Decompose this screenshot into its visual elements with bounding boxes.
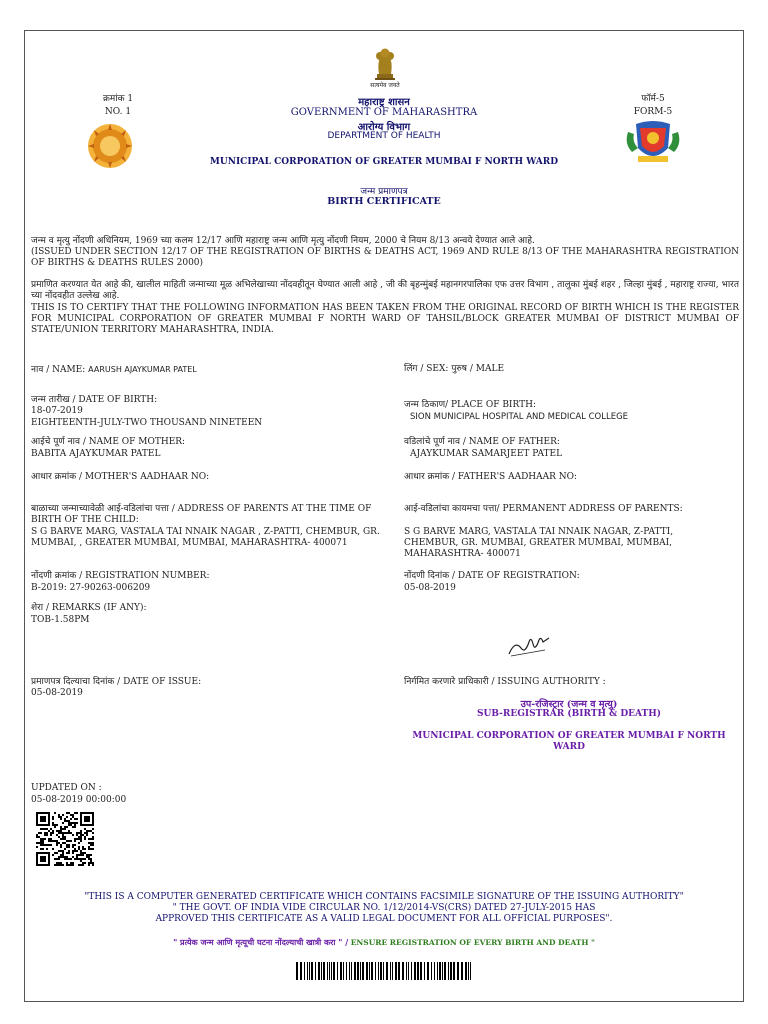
act-marathi: जन्म व मृत्यु नोंदणी अधिनियम, 1969 च्या कलम 12/17 आणि महाराष्ट्र जन्म आणि मृत्यु नोंदणी नियम, 2000 चे नियम 8/13 अन्वये देण्यात आले आहे. (31, 236, 535, 246)
footer-line-1: "THIS IS A COMPUTER GENERATED CERTIFICATE WHICH CONTAINS FACSIMILE SIGNATURE OF THE ISSUING AUTHORITY" (84, 892, 684, 902)
updated-label: UPDATED ON : (31, 783, 102, 793)
dob-words: EIGHTEENTH-JULY-TWO THOUSAND NINETEEN (31, 418, 263, 428)
sub-registrar-english: SUB-REGISTRAR (BIRTH & DEATH) (477, 709, 661, 719)
certify-marathi: प्रमाणित करण्यात येत आहे की, खालील माहिती जन्माच्या मूळ अभिलेखाच्या नोंदवहीतून घेण्यात आली आहे , जी की बृहन्मुंबई महानगरपालिका एफ उत्तर विभाग , तालुका मुंबई शहर , जिल्हा मुंबई , महाराष्ट्र राज्या, भारत च्या नोंदवहीत उल्लेख आहे. (31, 280, 739, 301)
address-birth-label: बाळाच्या जन्माच्यावेळी आई-वडिलांचा पत्ता / ADDRESS OF PARENTS AT THE TIME OF BIRTH OF THE CHILD: (31, 504, 372, 525)
name-label: नाव / NAME: (31, 365, 86, 375)
act-english: (ISSUED UNDER SECTION 12/17 OF THE REGISTRATION OF BIRTHS & DEATHS ACT, 1969 AND RULE 8/13 OF THE MAHARASHTRA REGISTRATION OF BIRTHS & DEATHS RULES 2000) (31, 247, 739, 268)
updated-value: 05-08-2019 00:00:00 (31, 795, 127, 805)
dept-marathi: आरोग्य विभाग (357, 122, 411, 133)
reg-no-value: B-2019: 27-90263-006209 (31, 583, 151, 593)
authority-label: निर्गमित करणारे प्राधिकारी / ISSUING AUTHORITY : (404, 677, 606, 687)
dept-english: DEPARTMENT OF HEALTH (327, 131, 441, 141)
reg-date-value: 05-08-2019 (404, 583, 456, 593)
issue-date-label: प्रमाणपत्र दिल्याचा दिनांक / DATE OF ISSUE: (31, 677, 202, 687)
reg-date-label: नोंदणी दिनांक / DATE OF REGISTRATION: (404, 571, 580, 581)
barcode-image (296, 962, 472, 980)
authority-corporation: MUNICIPAL CORPORATION OF GREATER MUMBAI F NORTH WARD (412, 731, 726, 752)
dob-label: जन्म तारीख / DATE OF BIRTH: (31, 395, 158, 405)
title-marathi: जन्म प्रमाणपत्र (360, 187, 408, 197)
qr-code-image (36, 812, 94, 866)
mother-value: BABITA AJAYKUMAR PATEL (31, 449, 161, 459)
title-english: BIRTH CERTIFICATE (327, 196, 441, 207)
name-value: AARUSH AJAYKUMAR PATEL (88, 365, 197, 374)
father-label: वडिलांचे पूर्ण नाव / NAME OF FATHER: (404, 437, 560, 447)
father-aadhaar-label: आधार क्रमांक / FATHER'S AADHAAR NO: (404, 472, 578, 482)
certify-english: THIS IS TO CERTIFY THAT THE FOLLOWING INFORMATION HAS BEEN TAKEN FROM THE ORIGINAL RECORD OF BIRTH WHICH IS THE REGISTER FOR MUNICIPAL CORPORATION OF GREATER MUMBAI F NORTH WARD OF TAHSIL/BLOCK GREATER MUMBAI OF DISTRICT MUMBAI OF STATE/UNION TERRITORY MAHARASHTRA, INDIA. (31, 303, 739, 335)
father-value: AJAYKUMAR SAMARJEET PATEL (410, 449, 563, 459)
dob-value: 18-07-2019 (31, 406, 83, 416)
bmc-crest-icon (624, 118, 682, 166)
form-marathi: फॉर्म-5 (641, 94, 665, 104)
mother-label: आईचे पूर्ण नाव / NAME OF MOTHER: (31, 437, 186, 447)
mother-aadhaar-label: आधार क्रमांक / MOTHER'S AADHAAR NO: (31, 472, 210, 482)
sub-registrar-marathi: उप-रजिस्ट्रार (जन्म व मृत्यु) (520, 699, 618, 710)
pob-label: जन्म ठिकाण/ PLACE OF BIRTH: (404, 400, 536, 410)
form-english: FORM-5 (633, 107, 673, 117)
reg-no-label: नोंदणी क्रमांक / REGISTRATION NUMBER: (31, 571, 210, 581)
slogan-english: ENSURE REGISTRATION OF EVERY BIRTH AND DEATH " (350, 938, 595, 947)
name-field (31, 364, 371, 376)
footer-line-3: APPROVED THIS CERTIFICATE AS A VALID LEGAL DOCUMENT FOR ALL OFFICIAL PURPOSES". (155, 914, 613, 924)
maharashtra-seal-icon (86, 122, 134, 170)
serial-marathi: क्रमांक 1 (102, 94, 134, 104)
sex-label: लिंग / SEX: (404, 364, 449, 374)
govt-marathi: महाराष्ट्र शासन (358, 97, 410, 108)
sex-field (404, 364, 734, 375)
remarks-label: शेरा / REMARKS (IF ANY): (31, 603, 147, 613)
govt-english: GOVERNMENT OF MAHARASHTRA (290, 107, 478, 118)
slogan (40, 937, 728, 948)
address-perm-label: आई-वडिलांचा कायमचा पत्ता/ PERMANENT ADDRESS OF PARENTS: (404, 504, 683, 514)
address-perm-value: S G BARVE MARG, VASTALA TAI NNAIK NAGAR, Z-PATTI, CHEMBUR, GR. MUMBAI, GREATER MUMBAI, MUMBAI, MAHARASHTRA- 400071 (404, 527, 674, 559)
emblem-caption: सत्यमेव जयते (370, 82, 400, 89)
corporation-title: MUNICIPAL CORPORATION OF GREATER MUMBAI F NORTH WARD (209, 157, 559, 167)
remarks-value: TOB-1.58PM (31, 615, 90, 625)
signature-image (505, 630, 553, 658)
slogan-marathi: " प्रत्येक जन्म आणि मृत्यूची घटना नोंदल्याची खात्री करा " / (173, 937, 349, 947)
address-birth-value: S G BARVE MARG, VASTALA TAI NNAIK NAGAR , Z-PATTI, CHEMBUR, GR. MUMBAI, , GREATER MUMBAI, MUMBAI, MAHARASHTRA- 400071 (31, 527, 380, 548)
footer-line-2: " THE GOVT. OF INDIA VIDE CIRCULAR NO. 1/12/2014-VS(CRS) DATED 27-JULY-2015 HAS (172, 903, 596, 913)
serial-english: NO. 1 (104, 107, 132, 117)
sex-value: पुरुष / MALE (451, 364, 505, 374)
pob-value: SION MUNICIPAL HOSPITAL AND MEDICAL COLLEGE (410, 412, 629, 422)
issue-date-value: 05-08-2019 (31, 688, 83, 698)
